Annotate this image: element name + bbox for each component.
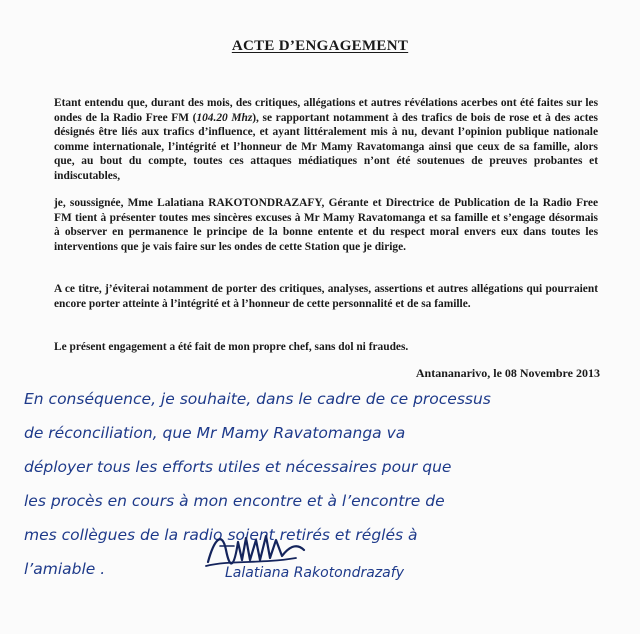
- dateline: Antananarivo, le 08 Novembre 2013: [415, 366, 600, 380]
- paragraph-4: Le présent engagement a été fait de mon propre chef, sans dol ni fraudes.: [54, 341, 409, 353]
- paragraph-1: [54, 96, 598, 184]
- paragraph-2: je, soussignée, Mme Lalatiana RAKOTONDRAZAFY, Gérante et Directrice de Publication de la Radio Free FM tient à présenter toutes mes sincères excuses à Mr Mamy Ravatomanga et sa famille et s’engage désormais à observer en permanence le principe de la bonne entente et du respect moral envers eux dans toutes les interventions que je vais faire sur les ondes de cette Station que je dirige.: [54, 197, 598, 253]
- signature-name: Lalatiana Rakotondrazafy: [225, 565, 404, 581]
- paragraph-1-end: ), se rapportant notamment à des trafics de bois de rose et à des actes désignés être liés aux trafics d’influence, et ayant littéralement mis à nu, devant l’opinion publique nationale comme internationale, l’intégrité et l’honneur de Mr Mamy Ravatomanga ainsi que ceux de sa famille, alors que, au bout du compte, toutes ces attaques médiatiques n’ont été soutenues de preuves probantes et indiscutables,: [54, 111, 598, 182]
- handwritten-line: En conséquence, je souhaite, dans le cadre de ce processus: [24, 390, 491, 408]
- handwritten-line: les procès en cours à mon encontre et à l’encontre de: [24, 492, 445, 510]
- handwritten-line: déployer tous les efforts utiles et nécessaires pour que: [24, 458, 452, 476]
- handwritten-line: mes collègues de la radio soient retirés et réglés à: [24, 526, 418, 544]
- handwritten-line: de réconciliation, que Mr Mamy Ravatomanga va: [24, 424, 406, 442]
- paragraph-1-start: Etant entendu que, durant des mois, des critiques, allégations et autres révélations acerbes ont été faites sur les ondes de la Radio Free FM (: [54, 97, 598, 124]
- paragraph-3: A ce titre, j’éviterai notamment de porter des critiques, analyses, assertions et autres allégations qui pourraient encore porter atteinte à l’intégrité et à l’honneur de cette personnalité et de sa famille.: [54, 283, 598, 310]
- handwritten-line: l’amiable .: [24, 560, 106, 578]
- handwritten-note: [24, 382, 624, 586]
- title-text: ACTE D’ENGAGEMENT: [231, 38, 409, 54]
- frequency-text: 104.20 Mhz: [196, 111, 253, 124]
- document-title: [0, 38, 640, 55]
